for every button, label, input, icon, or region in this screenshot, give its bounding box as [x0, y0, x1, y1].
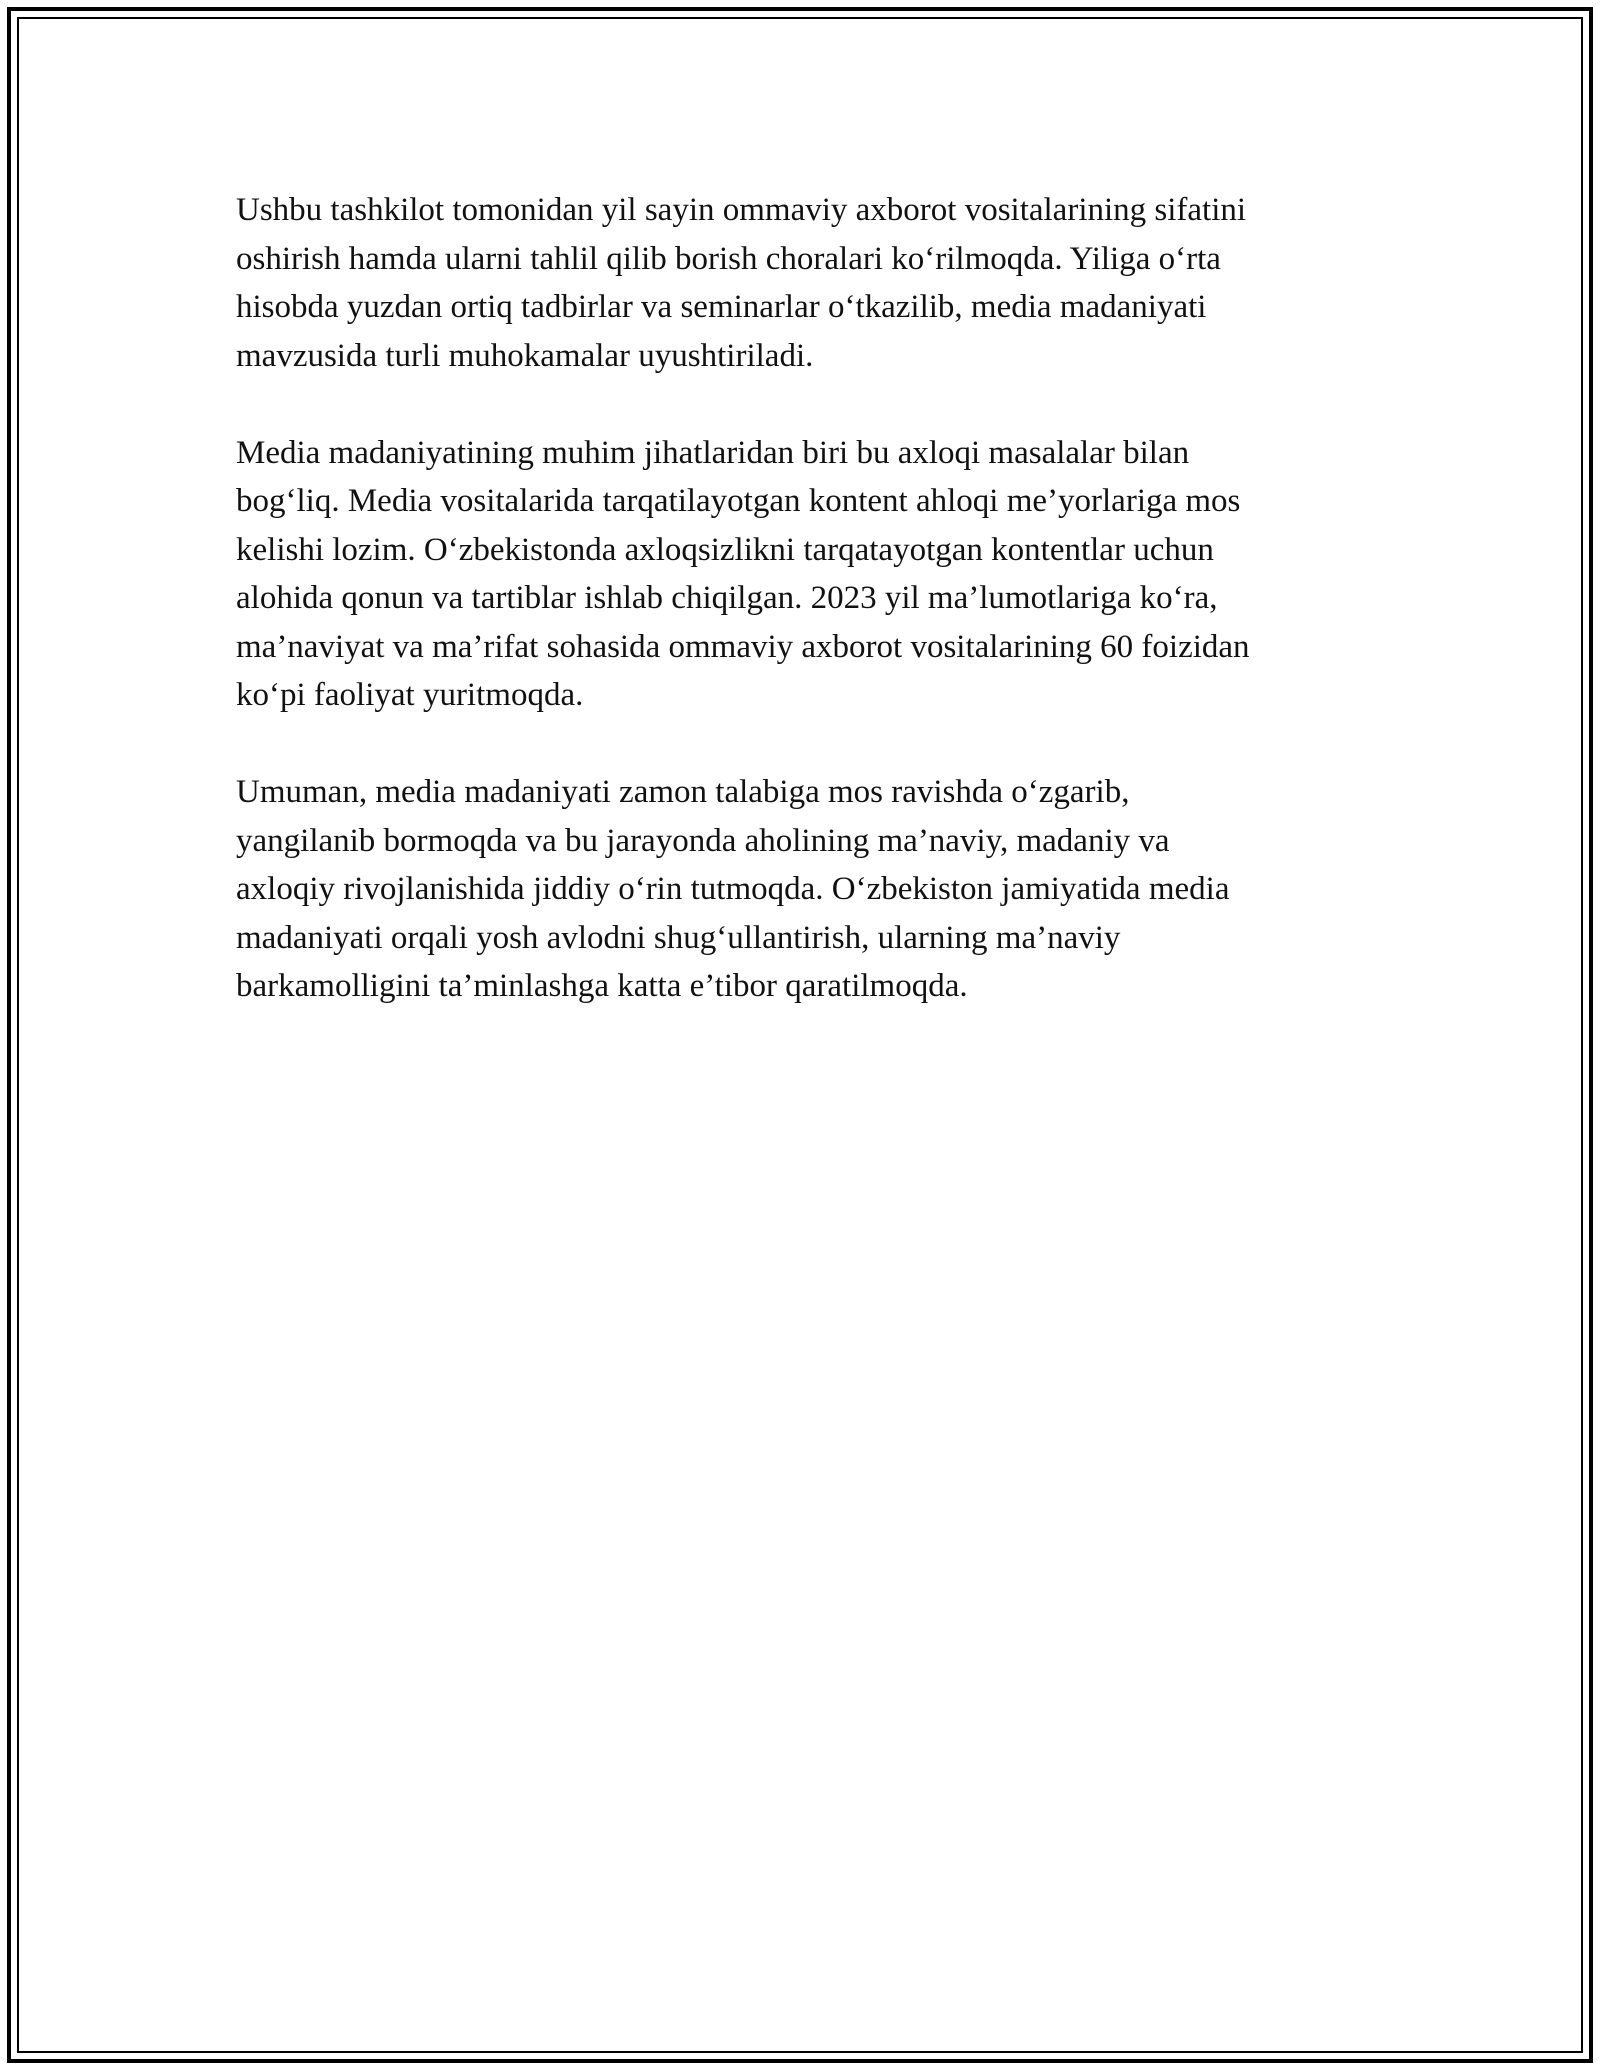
text-line: Ushbu tashkilot tomonidan yil sayin ommaviy axborot vositalarining sifatini — [236, 192, 1247, 228]
text-line: barkamolligini ta’minlashga katta e’tibor qaratilmoqda. — [236, 968, 968, 1004]
text-line: madaniyati orqali yosh avlodni shug‘ullantirish, ularning ma’naviy — [236, 919, 1121, 956]
paragraph-1 — [236, 186, 1376, 380]
text-line: ma’naviyat va ma’rifat sohasida ommaviy axborot vositalarining 60 foizidan — [236, 628, 1250, 665]
text-line: alohida qonun va tartiblar ishlab chiqilgan. 2023 yil ma’lumotlariga ko‘ra, — [236, 580, 1218, 616]
text-line: yangilanib bormoqda va bu jarayonda aholining ma’naviy, madaniy va — [236, 822, 1170, 859]
text-line: mavzusida turli muhokamalar uyushtiriladi. — [236, 337, 814, 374]
text-line: Umuman, media madaniyati zamon talabiga mos ravishda o‘zgarib, — [236, 774, 1130, 810]
document-body — [236, 186, 1376, 1011]
text-line: Media madaniyatining muhim jihatlaridan biri bu axloqi masalalar bilan — [236, 434, 1190, 471]
text-line: axloqiy rivojlanishida jiddiy o‘rin tutmoqda. O‘zbekiston jamiyatida media — [236, 871, 1230, 907]
text-line: oshirish hamda ularni tahlil qilib borish choralari ko‘rilmoqda. Yiliga o‘rta — [236, 240, 1221, 277]
text-line: hisobda yuzdan ortiq tadbirlar va seminarlar o‘tkazilib, media madaniyati — [236, 289, 1207, 325]
text-line: kelishi lozim. O‘zbekistonda axloqsizlikni tarqatayotgan kontentlar uchun — [236, 531, 1214, 568]
paragraph-2 — [236, 429, 1376, 720]
text-line: ko‘pi faoliyat yuritmoqda. — [236, 677, 584, 713]
text-line: bog‘liq. Media vositalarida tarqatilayotgan kontent ahloqi me’yorlariga mos — [236, 483, 1241, 519]
paragraph-3 — [236, 768, 1376, 1011]
